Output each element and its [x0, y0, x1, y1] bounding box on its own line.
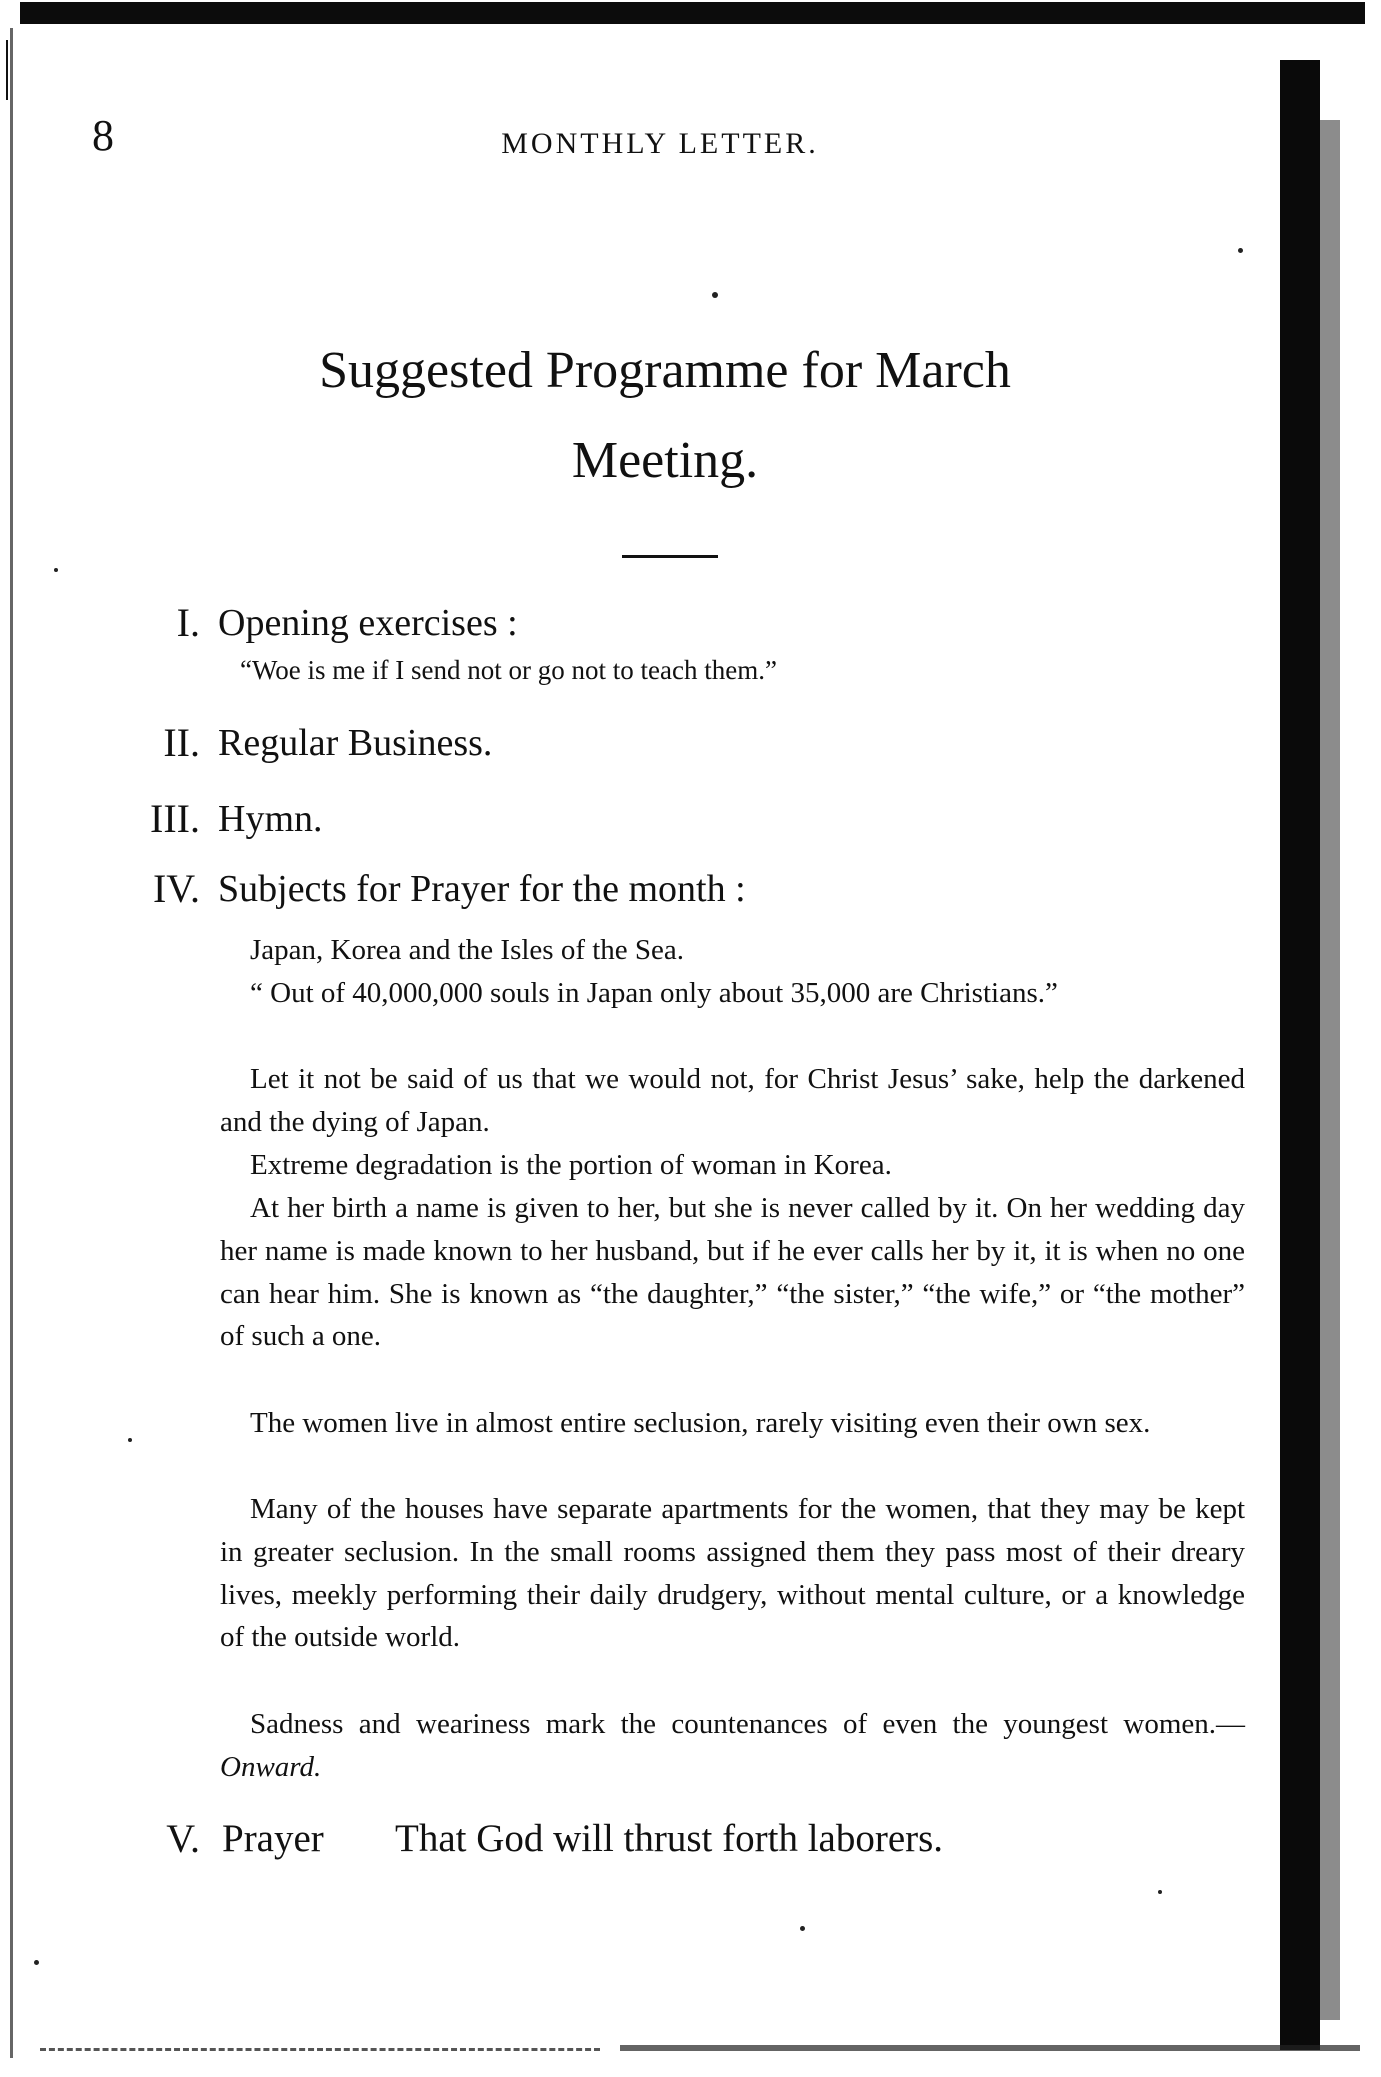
item-text-hymn: Hymn. [218, 798, 323, 840]
scan-speck [54, 568, 58, 572]
scan-border-top [20, 2, 1365, 24]
prayer-paragraph: The women live in almost entire seclusion, rarely visiting even their own sex. [250, 1407, 1151, 1439]
prayer-paragraph-last [220, 1703, 1245, 1789]
source-citation: Onward. [220, 1750, 322, 1783]
item-text-prayer-subject: That God will thrust forth laborers. [395, 1817, 944, 1860]
prayer-paragraph: “ Out of 40,000,000 souls in Japan only about 35,000 are Christians.” [250, 977, 1058, 1009]
scan-border-right-shadow [1320, 120, 1340, 2020]
prayer-paragraph-text: Sadness and weariness mark the countenances of even the youngest women.— [250, 1708, 1245, 1740]
opening-quote: “Woe is me if I send not or go not to teach them.” [240, 655, 777, 685]
scan-speck [1158, 1890, 1162, 1894]
scan-mark [6, 40, 8, 100]
title-line-2: Meeting. [571, 432, 759, 489]
item-number-3: III. [150, 796, 200, 841]
prayer-paragraph: Japan, Korea and the Isles of the Sea. [250, 934, 685, 966]
scan-speck [128, 1438, 132, 1442]
item-text-prayer: Prayer [222, 1817, 324, 1860]
item-number-4: IV. [152, 866, 200, 911]
item-text-opening-exercises: Opening exercises : [218, 602, 518, 644]
running-head: MONTHLY LETTER. [501, 127, 819, 160]
prayer-paragraph: Many of the houses have separate apartments for the women, that they may be kept in greater seclusion. In the small rooms assigned them they pass most of their dreary lives, meekly performing their daily drudgery, without mental culture, or a knowledge of the outside world. [220, 1493, 1245, 1654]
prayer-paragraph: Extreme degradation is the portion of woman in Korea. [250, 1149, 892, 1181]
scan-border-right [1280, 60, 1320, 2050]
scan-speck [34, 1960, 39, 1965]
item-number-5: V. [166, 1816, 200, 1861]
title-line-1: Suggested Programme for March [319, 342, 1011, 399]
page-title [150, 326, 1180, 506]
scan-speck [1238, 248, 1243, 253]
scan-speck [800, 1926, 805, 1931]
scan-border-left [10, 28, 13, 2058]
scan-speck [712, 292, 718, 298]
item-number-2: II. [163, 720, 200, 765]
page-number: 8 [92, 111, 114, 160]
scan-dash-bottom [40, 2048, 600, 2051]
prayer-paragraph: At her birth a name is given to her, but she is never called by it. On her wedding day her name is made known to her husband, but if he ever calls her by it, it is when no one can hear him. She is known as “the daughter,” “the sister,” “the wife,” or “the mother” of such a one. [220, 1192, 1245, 1353]
item-text-subjects-for-prayer: Subjects for Prayer for the month : [218, 868, 746, 910]
item-number-1: I. [176, 600, 200, 645]
item-text-regular-business: Regular Business. [218, 722, 493, 764]
scan-border-bottom [620, 2045, 1360, 2051]
title-rule [622, 555, 718, 558]
prayer-paragraph: Let it not be said of us that we would not, for Christ Jesus’ sake, help the darkened and the dying of Japan. [220, 1063, 1245, 1138]
